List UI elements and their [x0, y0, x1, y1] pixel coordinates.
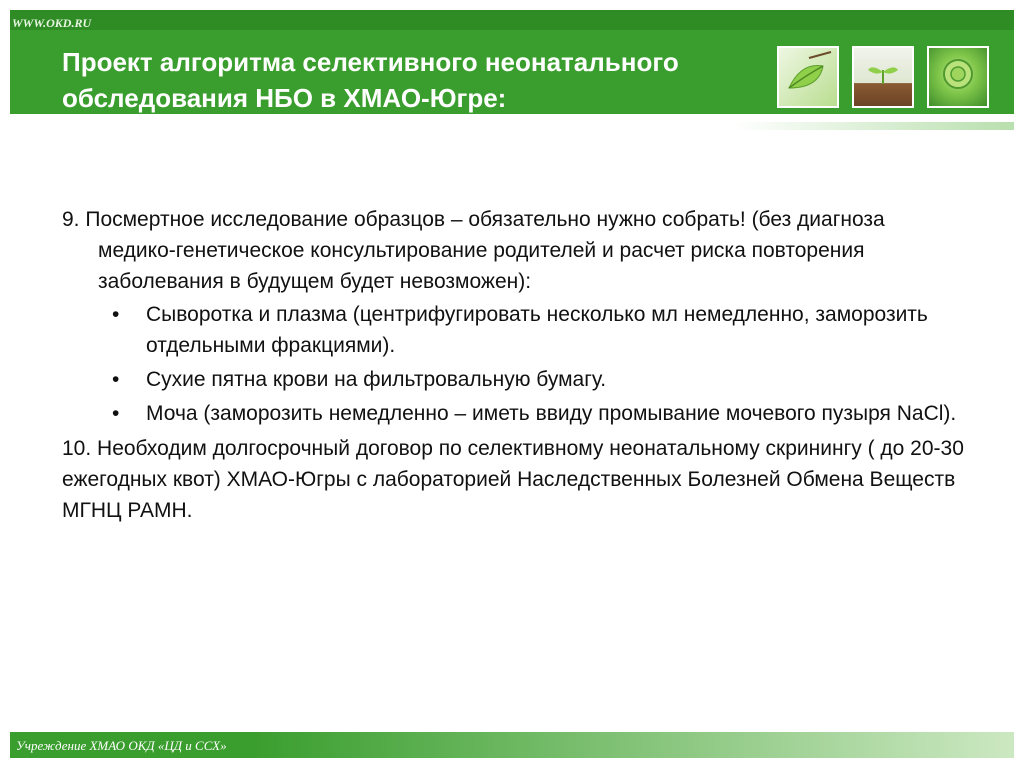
bullet-icon: •	[112, 368, 120, 391]
item-9-text: 9. Посмертное исследование образцов – обязательно нужно собрать! (без диагноза медико-генетическое консультирование родителей и расчет риска повторения заболевания в будущем будет невозможен):	[62, 208, 885, 293]
header-decoration-bar	[10, 122, 1014, 130]
item-10-text: 10. Необходим долгосрочный договор по селективному неонатальному скринингу ( до 20-30 ежегодных квот) ХМАО-Югры с лабораторией Наследственных Болезней Обмена Веществ МГНЦ РАМН.	[62, 437, 964, 522]
list-item-text: Моча (заморозить немедленно – иметь ввиду промывание мочевого пузыря NaCl).	[146, 402, 957, 425]
leaf-image	[777, 46, 839, 108]
header-top-strip	[10, 10, 1014, 30]
list-item	[62, 398, 967, 429]
list-item	[62, 299, 967, 361]
site-url: WWW.OKD.RU	[12, 16, 92, 30]
list-item	[62, 364, 967, 395]
slide-title: Проект алгоритма селективного неонатального обследования НБО в ХМАО-Югре:	[62, 47, 679, 113]
sample-list	[62, 299, 967, 429]
footer-fade	[254, 732, 1014, 758]
sprout-image	[852, 46, 914, 108]
green-plant-image	[927, 46, 989, 108]
bullet-icon: •	[112, 303, 120, 326]
slide-content	[62, 204, 967, 526]
bullet-icon: •	[112, 402, 120, 425]
footer-text: Учреждение ХМАО ОКД «ЦД и ССХ»	[16, 738, 227, 753]
list-item-text: Сухие пятна крови на фильтровальную бумагу.	[146, 368, 607, 391]
list-item-text: Сыворотка и плазма (центрифугировать несколько мл немедленно, заморозить отдельными фракциями).	[146, 303, 928, 357]
